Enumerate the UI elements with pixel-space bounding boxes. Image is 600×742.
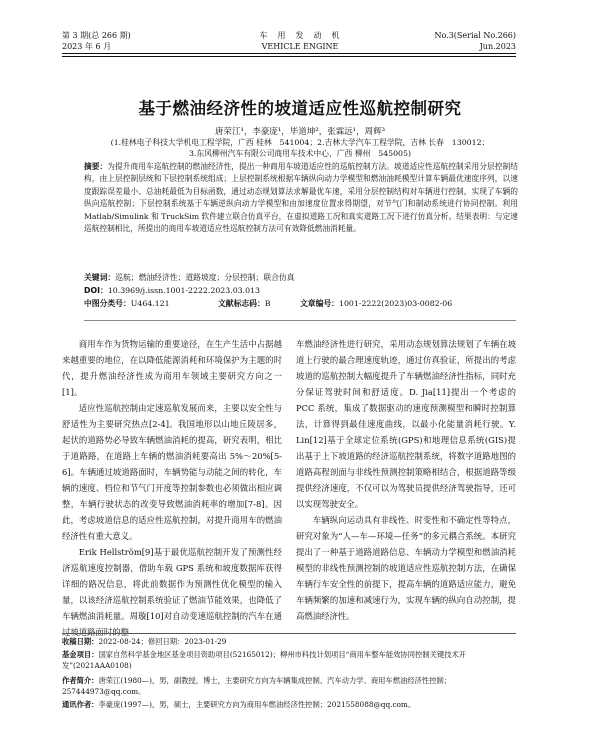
body-paragraph: 适应性巡航控制由定速巡航发展而来，主要以安全性与舒适性为主要研究热点[2-4]。我国地形以山地丘陵居多，起伏的道路势必导致车辆燃油消耗的提高，研究表明，相比于道路路，在道路上车辆的燃油消耗要高出 5%～20%[5-6]。车辆通过坡道路面时，车辆势能与动能之间的转化，车辆的速度、档位和节气门开度等控制参数也必须做出相应调整，车辆行驶状态的改变导致燃油消耗率的增加[7-8]。因此，考虑坡道信息的适应性巡航控制，对提升商用车的燃油经济性有重大意义。 [62,403,282,541]
footnote-corresponding [62,700,516,711]
article-no-text: 1001-2222(2023)03-0082-06 [338,299,453,308]
header-journal-cn: 车 用 发 动 机 [259,31,341,40]
clc-label: 中图分类号： [84,299,131,308]
header-rule-thin [62,56,516,57]
author-text: 唐荣江(1980—)，男，副教授，博士，主要研究方向为车辆集成控制、汽车动力学、商用车燃油经济性控制；257444973@qq.com。 [62,676,452,696]
footnote-fund [62,650,516,671]
header-journal-en: VEHICLE ENGINE [261,42,339,51]
paper-title: 基于燃油经济性的坡道适应性巡航控制研究 [138,99,462,118]
doc-code-text: B [264,299,271,308]
corr-label: 通讯作者： [62,700,99,709]
received-text: 2022-08-24；修回日期：2023-01-29 [98,637,227,646]
doi-label: DOI： [84,286,108,295]
keywords-label: 关键词： [84,273,116,282]
clc-text: U464.121 [130,299,170,308]
document-code [218,298,271,309]
body-column-left [62,336,282,640]
doc-code-label: 文献标志码： [218,299,265,308]
body-column-right [296,336,516,624]
keywords [84,272,295,283]
fund-label: 基金项目： [62,650,99,659]
header-month-en: Jun.2023 [479,42,516,51]
author-label: 作者简介： [62,676,99,685]
body-paragraph: Erik Hellström[9]基于最优巡航控制开发了预测性经济巡航速度控制器，借助车载 GPS 系统和坡度数据库获得详细的路况信息，将此前数据作为预测性优化模型的输入量，以该经济巡航控制系统验证了燃油节能效果，也降低了车辆燃油消耗量。周璇[10]对自动变速巡航控制的汽车在通过坡道路面时的整 [62,547,282,637]
body-paragraph: 车燃油经济性进行研究，采用动态规划算法规划了车辆在坡道上行驶的最合理速度轨迹，通过仿真验证，所提出的考虑坡道的巡航控制大幅度提升了车辆燃油经济性指标，同时充分保证驾驶时间和舒适度。D. Jia[11]提出一个考虑的 PCC 系统，集成了数据驱动的速度预测模型和瞬时控制算法，计算得到最佳速度曲线，以最小化能量消耗行驶。Y. Lin[12]基于全球定位系统(GPS)和地理信息系统(GIS)提出基于上下坡道路的经济巡航控制系统，将数字道路地图的道路高程剖面与非线性预测控制策略相结合，根据道路等级提供经济速度，不仅可以为驾驶员提供经济驾驶指导，还可以实现驾驶安全。 [296,339,516,509]
paper-authors: 唐荣江¹，李豪庞¹，毕道坤²，张霖远¹，周辉³ [214,127,386,137]
abstract [84,161,518,235]
abstract-separator [84,320,516,321]
affiliation-line-2: 3.东风柳州汽车有限公司商用车技术中心，广西 柳州 545005) [188,149,412,158]
affiliation-line-1: (1.桂林电子科技大学机电工程学院，广西 桂林 541004；2.吉林大学汽车工程学院，吉林 长春 130012； [110,138,490,147]
abstract-label: 摘要： [84,162,108,171]
doi-text: 10.3969/j.issn.1001-2222.2023.03.013 [107,286,260,295]
header-issue-en: No.3(Serial No.266) [434,31,516,40]
body-paragraph: 商用车作为货物运输的重要途径，在生产生活中占据越来越重要的地位，在以降低能源消耗和环境保护为主题的时代，提升燃油经济性成为商用车领域主要研究方向之一[1]。 [62,339,282,397]
article-number [300,298,452,309]
article-no-label: 文章编号： [300,299,339,308]
header-rule-thick [62,53,516,54]
body-paragraph: 车辆纵向运动具有非线性、时变性和不确定性等特点，研究对象为“人—车—环境—任务”的多元耦合系统。本研究提出了一种基于道路道路信息、车辆动力学模型和燃油消耗模型的非线性预测控制的坡道适应性巡航控制方法，在确保车辆行车安全性的前提下，提高车辆的道路适应能力，避免车辆频繁的加速和减速行为，实现车辆的纵向自动控制，提高燃油经济性。 [296,515,516,621]
abstract-text: 为提升商用车巡航控制的燃油经济性，提出一种商用车坡道适应性的巡航控制方法。坡道适应性巡航控制采用分层控制结构，由上层控制层统和下层控制系统组成；上层控制系统根据车辆纵向动力学模型和燃油油耗模型计算车辆最优速度序列，以速度跟踪误差最小、总油耗最低为目标函数，通过动态规划算法求解最优车速，采用分层控制结构对车辆进行控制，实现了车辆的纵向巡航控制；下层控制系统基于车辆逆纵向动力学模型和由加速度位置求得期望，对节气门和制动系统进行协同控制。利用 Matlab/Simulink 和 TruckSim 软件建立联合仿真平台，在虚拟道路工况和真实道路工况下进行仿真分析。结果表明：与定速巡航控制相比，所提出的商用车坡道适应性巡航控制方法可有效降低燃油消耗量。 [84,162,518,234]
header-year-month-cn: 2023 年 6 月 [62,42,112,51]
keywords-text: 巡航；燃油经济性；道路坡度；分层控制；联合仿真 [115,273,295,282]
corr-text: 李豪庞(1997—)，男，硕士，主要研究方向为商用车燃油经济性控制；2021558088@qq.com。 [98,700,416,709]
received-label: 收稿日期： [62,637,99,646]
fund-text: 国家自然科学基金地区基金项目资助项目(52165012)；柳州市科技计划项目“商用车整车能效协同控制关键技术开发”(2021AAA0108) [62,650,467,670]
header-issue-cn: 第 3 期(总 266 期) [62,31,131,40]
clc-number [84,298,170,309]
footnote-author [62,676,516,697]
footnote-received [62,637,516,648]
doi [84,285,260,296]
footnote-rule [62,633,516,634]
